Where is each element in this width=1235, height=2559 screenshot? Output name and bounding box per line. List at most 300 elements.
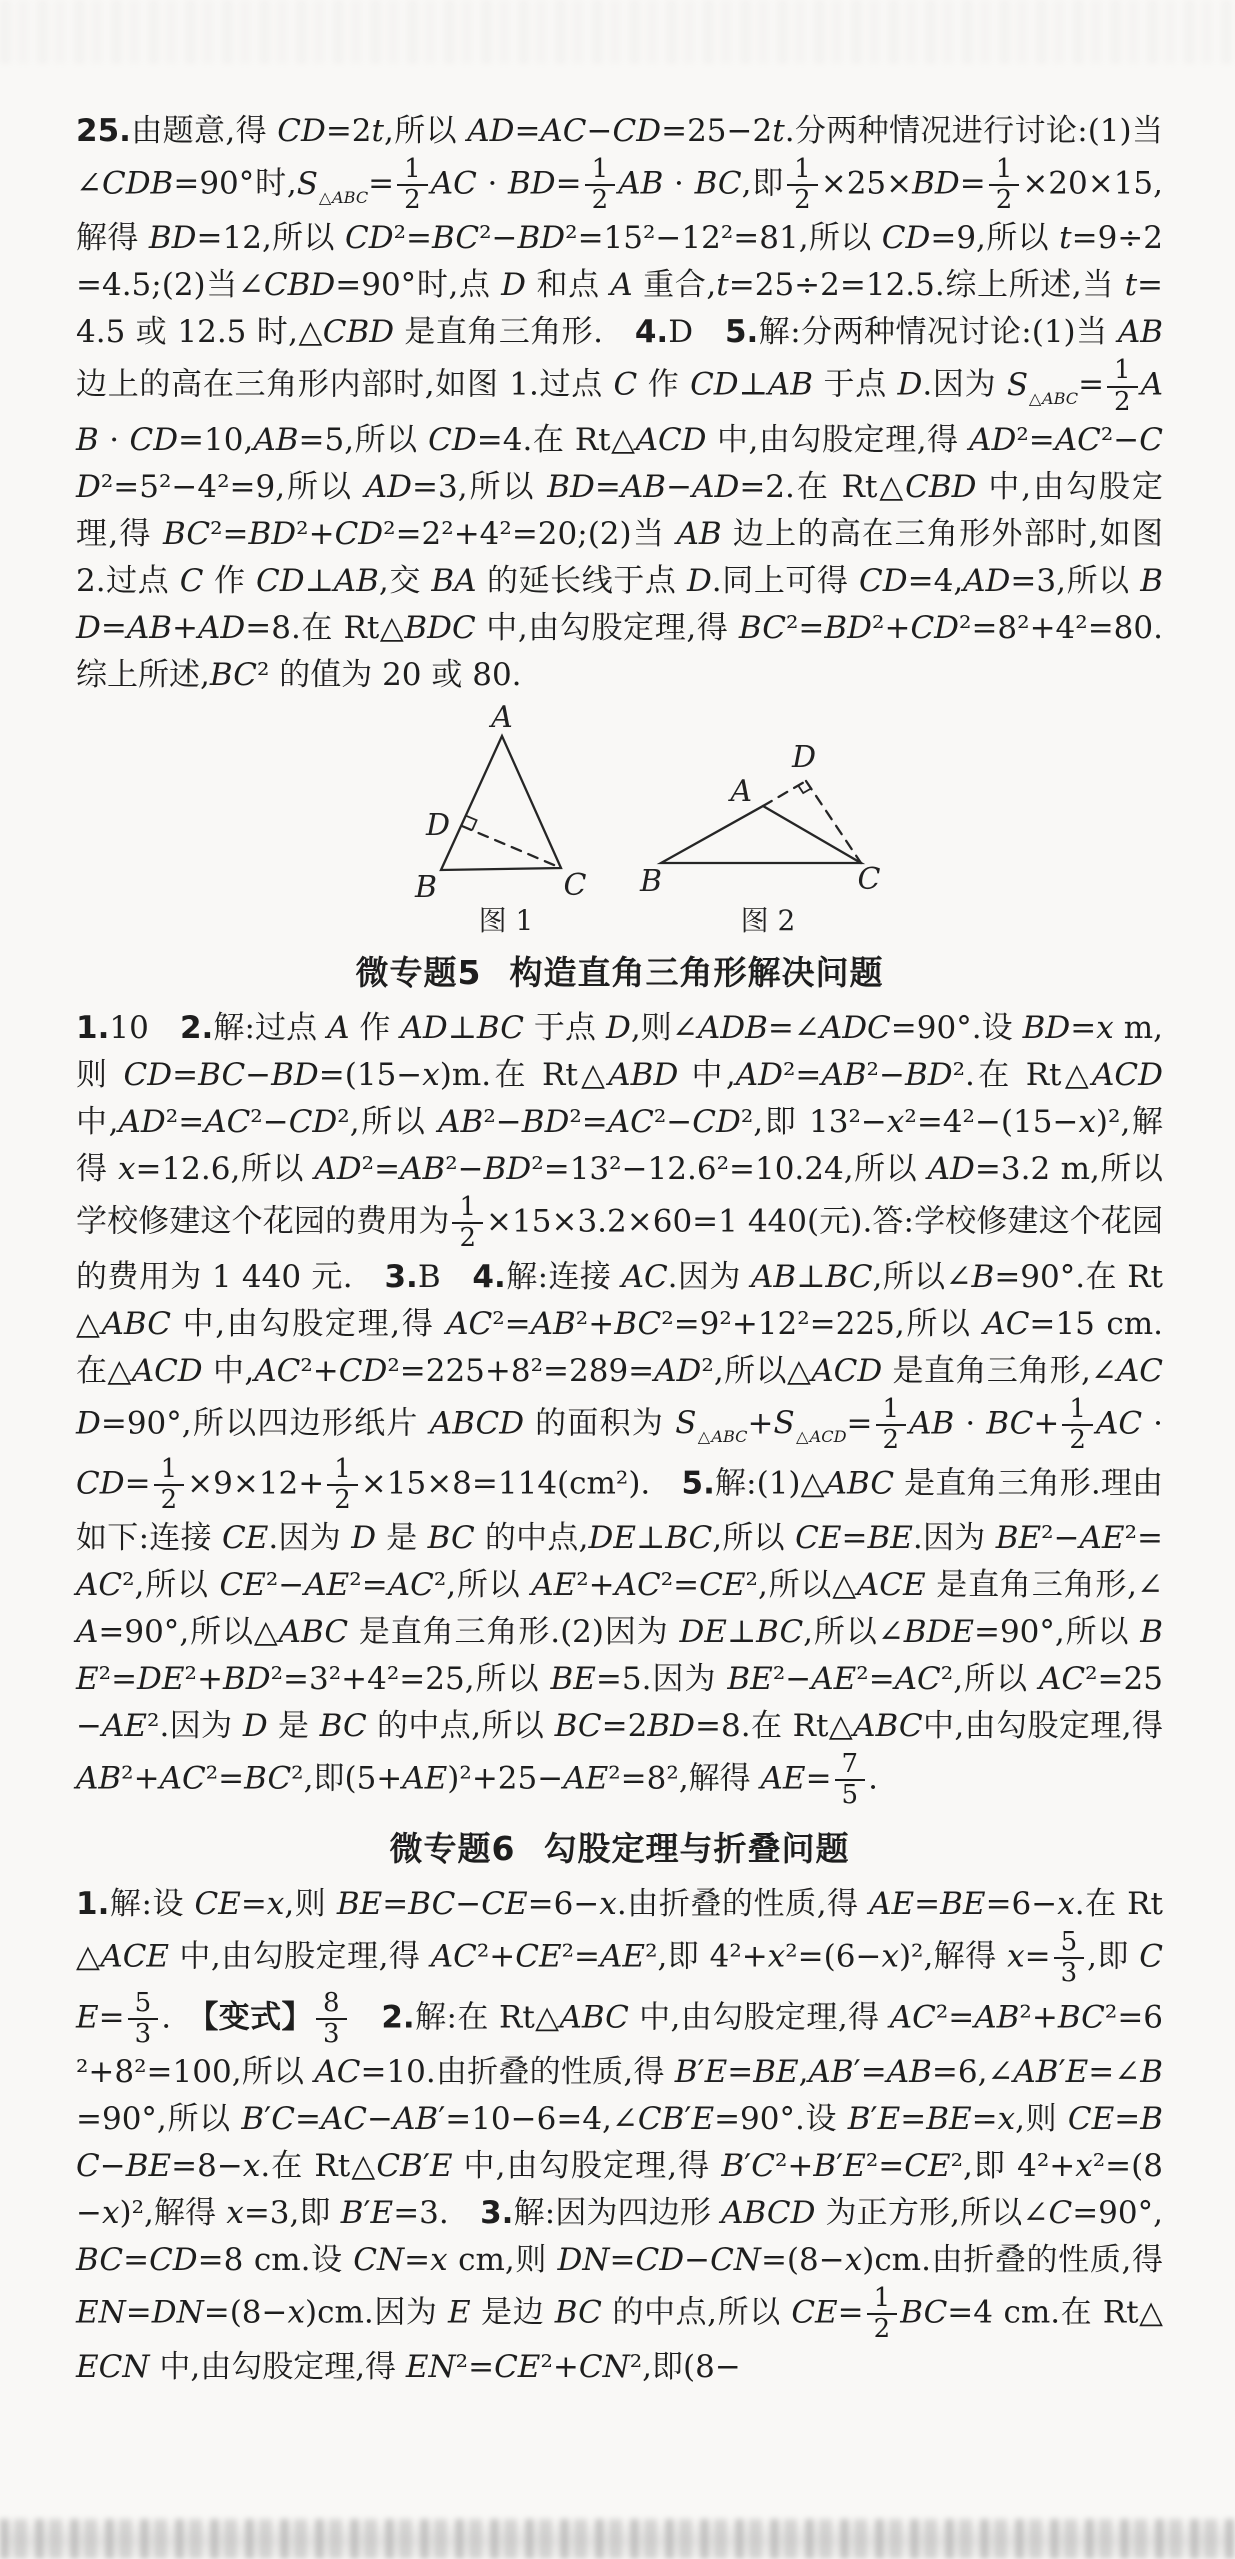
math-run: ×25×BD=	[820, 165, 986, 202]
math-run: ABD	[608, 1057, 679, 1094]
text-run: cm.设	[243, 2241, 354, 2278]
text-run: 是直角三角形,	[925, 1567, 1138, 1604]
math-run: A	[610, 267, 633, 304]
text-run: ,所以	[383, 113, 468, 149]
text-run: ;(2)当	[577, 515, 677, 552]
text-run: 是直角三角形,	[882, 1352, 1091, 1389]
text-run: .分两种情况进行讨论:(1)当	[784, 113, 1163, 149]
math-run: CE=BE	[795, 1520, 913, 1557]
math-run: ABCD	[429, 1405, 525, 1442]
text-run: .在 Rt△	[965, 1057, 1093, 1094]
area-symbol-with-subscript: $S_{\triangle ABC}$	[675, 1405, 748, 1447]
math-run: BE²−AE²=AC²	[727, 1661, 954, 1698]
math-run: EN²=CE²+CN²	[405, 2349, 643, 2386]
text-run: ,解得	[923, 1938, 1008, 1975]
figure-2-vertex-label-b: B	[639, 863, 663, 899]
solution-paragraph-topic-5	[76, 1005, 1163, 1810]
math-run: BE=5	[550, 1661, 642, 1698]
text-run: ,所以	[1056, 562, 1141, 599]
math-run: AC²=AB²+BC²=6²+8²=100	[76, 1999, 1164, 2090]
math-run: DE⊥BC	[588, 1520, 713, 1557]
text-run: .设	[795, 2100, 848, 2137]
text-run: 由题意,得	[130, 113, 278, 149]
math-run: =	[368, 165, 395, 202]
text-run: ,解得	[144, 2194, 227, 2231]
text-run: ,所以	[976, 220, 1060, 257]
text-run: ,所以△	[757, 1567, 857, 1604]
math-run: CE=	[791, 2294, 864, 2331]
text-run: 和点	[525, 267, 611, 304]
figure-block	[76, 703, 1163, 935]
section-heading-topic-6	[76, 1827, 1163, 1872]
fraction: $\frac{1}{2}$	[867, 2284, 898, 2344]
math-run: ∠CDB=90°	[76, 165, 255, 202]
math-run: ECN	[76, 2349, 150, 2386]
math-run: BC=2BD=8	[554, 1708, 741, 1745]
math-run: CE²−AE²=AC²	[219, 1567, 447, 1604]
text-run: ,	[953, 562, 964, 599]
math-run: AE=	[760, 1760, 832, 1797]
math-run: B′E=BE=x	[847, 2100, 1016, 2137]
text-run: 是	[267, 1708, 320, 1745]
fraction: $\frac{1}{2}$	[1062, 1395, 1093, 1455]
math-run: ABC	[559, 1999, 629, 2036]
text-run: .设	[971, 1010, 1023, 1047]
text-run: 边上的高在三角形外部时,如图 2.过点	[76, 515, 1163, 599]
text-run: .综上所述,当	[934, 267, 1125, 304]
math-run: CE=	[76, 1938, 1163, 2036]
text-run: cm.因为	[317, 2294, 449, 2331]
figure-1-vertex-label-d: D	[425, 807, 450, 843]
triangle-figures-drawing	[76, 703, 1235, 935]
math-run: (8−	[683, 2349, 741, 2386]
math-run: ∠AB′E=∠B=90°	[76, 2053, 1163, 2137]
text-run: 或 12.5 时,△	[125, 314, 323, 351]
math-run: AB²−BD²=AC²−CD²	[438, 1104, 754, 1141]
text-run: .因为	[159, 1708, 243, 1745]
math-run: ACE	[856, 1567, 926, 1604]
fraction: $\frac{5}{3}$	[128, 1989, 159, 2049]
math-run: ×9×12+	[187, 1465, 325, 1502]
text-run: 时,	[254, 165, 297, 202]
text-run: .在 Rt△	[290, 609, 405, 646]
math-run: D	[686, 562, 712, 599]
topic-5-label: 微专题5	[355, 952, 482, 992]
text-run: ,所以	[1054, 1614, 1141, 1651]
page-bottom-bleedthrough	[0, 2519, 1235, 2559]
bold-run: 【变式】	[202, 1999, 313, 2036]
math-run: BE²=DE²+BD²=3²+4²=25	[76, 1614, 1163, 1698]
bold-run: 1.	[76, 1010, 110, 1047]
text-run: .在 Rt△	[785, 468, 906, 505]
text-run: ,所以	[464, 1661, 551, 1698]
math-run: E	[448, 2294, 471, 2331]
text-run: 解:分两种情况讨论:(1)当	[758, 314, 1118, 351]
math-run: AB	[676, 515, 722, 552]
bold-run: 3.	[480, 2194, 514, 2231]
math-run: BA	[431, 562, 477, 599]
text-run: ,	[798, 2053, 809, 2090]
math-run: CN=x	[353, 2241, 448, 2278]
text-run: .在 Rt△	[260, 2147, 377, 2184]
math-run: x=3	[226, 2194, 290, 2231]
math-run: D	[351, 1520, 377, 1557]
math-run: AC²=AB²+BC²=9²+12²=225	[446, 1305, 895, 1342]
math-run: ABC	[824, 1465, 895, 1502]
math-run: AB	[1117, 314, 1164, 351]
text-run: 于点	[523, 1010, 606, 1047]
text-run: .因为	[912, 1520, 996, 1557]
math-run: AC=15	[983, 1305, 1095, 1342]
math-run: BD=AB−AD=2	[547, 468, 786, 505]
text-run: .在 Rt△	[76, 1258, 1163, 1342]
math-run: BD=AB+AD=8	[76, 562, 1163, 646]
math-run: AD²=AB²−BD²=13²−12.6²=10.24	[314, 1151, 844, 1188]
topic-6-title: 勾股定理与折叠问题	[543, 1828, 850, 1868]
text-run: 是直角三角形.(2)因为	[348, 1614, 680, 1651]
bold-run: 25.	[76, 113, 131, 149]
math-run: AB · BC+	[909, 1405, 1060, 1442]
figure-2-triangle	[661, 806, 861, 863]
area-symbol-with-subscript: $S_{\triangle ACD}$	[773, 1405, 847, 1447]
text-run: .因为	[667, 1258, 752, 1295]
text-run: 10	[109, 1010, 180, 1047]
text-run: ,交	[378, 562, 432, 599]
math-run: 4²+x²=(8−x)²	[76, 2147, 1163, 2231]
text-run: 作	[349, 1010, 401, 1047]
text-run: 解:过点	[213, 1010, 328, 1047]
text-run: 中,由勾股定理,得	[171, 1305, 447, 1342]
text-run: m,所以学校修建这个花园的费用为	[76, 1151, 1163, 1240]
figure-2-vertex-label-c: C	[857, 861, 881, 897]
math-run: B′C²+B′E²=CE²	[721, 2147, 964, 2184]
text-run: 的中点,	[474, 1520, 589, 1557]
text-run: ,即	[289, 2194, 341, 2231]
text-run: 中,由勾股定理,得	[149, 2349, 406, 2386]
text-run: 解:在 Rt△	[414, 1999, 560, 2036]
text-run: ,所以	[231, 2053, 315, 2090]
math-run: D	[897, 367, 923, 404]
math-run: CBD	[905, 468, 977, 505]
text-run: 于点	[812, 367, 898, 404]
math-run: ACD	[635, 421, 707, 458]
math-run: AB⊥BC	[751, 1258, 873, 1295]
text-run: ,则	[284, 1886, 337, 1923]
bold-run: 5.	[681, 1465, 715, 1502]
math-run: ∠C=90°	[1022, 2194, 1154, 2231]
math-run: =	[846, 1405, 873, 1442]
math-run: AB′=AB=6	[808, 2053, 978, 2090]
fraction: $\frac{1}{2}$	[154, 1455, 185, 1515]
fraction: $\frac{1}{2}$	[327, 1455, 358, 1515]
text-run: ,所以	[344, 421, 429, 458]
text-run: 的中点,所以	[366, 1708, 555, 1745]
text-run: .在 Rt△	[76, 1886, 1163, 1975]
text-run: ,所以	[134, 1567, 220, 1604]
text-run: ,解得	[678, 1760, 761, 1797]
section-heading-topic-5	[76, 951, 1163, 996]
math-run: =	[1078, 367, 1105, 404]
math-run: t=25÷2=12.5	[716, 267, 935, 304]
solution-paragraph-topic-6	[76, 1881, 1163, 2391]
math-run: ×20×15	[1022, 165, 1154, 202]
text-run: .同上可得	[711, 562, 860, 599]
topic-6-label: 微专题6	[389, 1828, 516, 1868]
text-run: ,所以△	[713, 1352, 812, 1389]
text-run: 是边	[470, 2294, 555, 2331]
math-run: ABCD	[721, 2194, 816, 2231]
text-run: B	[417, 1258, 473, 1295]
text-run: 的面积为	[524, 1405, 676, 1442]
text-run: .在 Rt△	[740, 1708, 854, 1745]
text-run: ,所以	[261, 220, 346, 257]
text-run: 是	[376, 1520, 428, 1557]
text-run: .	[438, 2194, 481, 2231]
math-run: CD⊥AB	[255, 562, 379, 599]
figure-2	[639, 740, 881, 935]
figure-2-dashed-dc	[806, 781, 861, 863]
text-run: ,	[243, 421, 254, 458]
math-run: B′E=BE	[674, 2053, 799, 2090]
math-run: t=9÷2=4.5	[76, 220, 1163, 304]
math-run: ×15×3.2×60=1 440	[486, 1203, 808, 1240]
math-run: ACE	[100, 1938, 170, 1975]
text-run: ,所以	[843, 1151, 928, 1188]
text-run: m,则	[76, 1010, 1163, 1094]
figure-1-vertex-label-b: B	[414, 869, 438, 905]
text-run: ,解得	[76, 1104, 1163, 1188]
text-run: ,所以四边形纸片	[181, 1405, 430, 1442]
text-run: .由折叠的性质,得	[616, 1886, 870, 1923]
math-run: AB · BC	[618, 165, 742, 202]
math-run: AB · CD=10	[76, 367, 1163, 458]
math-run: CD⊥AB	[690, 367, 813, 404]
math-run: D	[501, 267, 526, 304]
fraction: $\frac{8}{3}$	[316, 1989, 347, 2049]
text-run: 时,点	[416, 267, 502, 304]
text-run: 为正方形,所以	[815, 2194, 1023, 2231]
math-run: t=4.5	[76, 267, 1164, 351]
math-run: CD=9	[881, 220, 977, 257]
figure-2-dashed-ad	[763, 781, 806, 806]
math-run: AB=5	[253, 421, 345, 458]
math-run: D	[605, 1010, 631, 1047]
math-run: ∠ACD=90°	[76, 1352, 1163, 1442]
figure-1	[414, 703, 587, 935]
math-run: ∠BDE=90°	[877, 1614, 1055, 1651]
figure-2-vertex-label-a: A	[730, 773, 752, 809]
bold-run: 2.	[179, 1010, 214, 1047]
math-run: AD=3.2	[927, 1151, 1051, 1188]
text-run: ,	[977, 2053, 988, 2090]
math-run: ACD	[1092, 1057, 1163, 1094]
math-run: BC=CD=8	[76, 2241, 244, 2278]
bold-run: 1.	[76, 1886, 110, 1923]
math-run: AD=3	[364, 468, 458, 505]
text-run: ,即	[657, 1938, 710, 1975]
text-run: 解:设	[109, 1886, 195, 1923]
fraction: $\frac{1}{2}$	[585, 155, 616, 215]
bold-run: 4.	[634, 314, 669, 351]
text-run	[350, 1999, 382, 2035]
math-run: AC²+CD²=225+8²=289=AD²	[254, 1352, 714, 1389]
math-run: BC	[319, 1708, 367, 1745]
text-run: ,所以△	[179, 1614, 279, 1651]
text-run: D	[668, 314, 725, 351]
math-run: D	[242, 1708, 268, 1745]
text-run: cm,则	[447, 2241, 558, 2278]
math-run: AC	[621, 1258, 668, 1295]
text-run: 中,由勾股定理,得	[76, 468, 1163, 552]
text-run: ,即	[963, 2147, 1018, 2184]
bold-run: 3.	[384, 1258, 418, 1295]
math-run: DN=CD−CN=(8−x)	[557, 2241, 875, 2278]
text-run: cm.在 Rt△	[993, 2294, 1163, 2331]
math-run: 13²−x²=4²−(15−x)²	[809, 1104, 1121, 1141]
math-run: BD=x	[1022, 1010, 1114, 1047]
text-run: 中,	[678, 1057, 736, 1094]
math-run: ABC	[853, 1708, 923, 1745]
fraction: $\frac{1}{2}$	[787, 155, 818, 215]
bold-run: 5.	[724, 314, 759, 351]
math-run: AE²+AC²=CE²	[531, 1567, 758, 1604]
text-run: ,则	[630, 1010, 672, 1047]
text-run: .在 Rt△	[522, 421, 636, 458]
math-run: B′E=3	[340, 2194, 439, 2231]
text-run: ,所以	[712, 1520, 796, 1557]
fraction: $\frac{1}{2}$	[397, 155, 428, 215]
math-run: EN=DN=(8−x)	[76, 2294, 318, 2331]
figure-1-vertex-label-c: C	[563, 867, 587, 903]
math-run: x=12.6	[117, 1151, 231, 1188]
math-run: CD=2t	[277, 113, 384, 149]
math-run: A	[327, 1010, 350, 1047]
math-run: CE=x	[194, 1886, 285, 1923]
figure-2-caption: 图 2	[740, 903, 796, 935]
text-run: cm.由折叠的性质,得	[874, 2241, 1163, 2278]
math-run: AC · BD=	[430, 165, 582, 202]
text-run: m.在 Rt△	[451, 1057, 609, 1094]
math-run: BE²−AE²=AC²	[76, 1520, 1163, 1604]
math-run: CD²=BC²−BD²=15²−12²=81	[345, 220, 799, 257]
math-run: AC=10	[314, 2053, 426, 2090]
math-run: BC	[554, 2294, 602, 2331]
text-run: .综上所述,	[76, 609, 1163, 693]
math-run: ∠CB′E=90°	[611, 2100, 795, 2137]
math-run: C	[179, 562, 204, 599]
text-run: 的中点,所以	[601, 2294, 792, 2331]
text-run: ,所以	[230, 1151, 315, 1188]
text-run: ,所以	[349, 1104, 439, 1141]
math-run: AB²+AC²=BC²	[76, 1760, 304, 1797]
math-run: CE	[222, 1520, 269, 1557]
text-run: ,即	[642, 2349, 683, 2386]
math-run: (5+AE)²+25−AE²=8²	[344, 1760, 679, 1797]
math-run: CE=BC−BE=8−x	[76, 2100, 1163, 2184]
fraction: $\frac{1}{2}$	[989, 155, 1020, 215]
math-run: BE=BC−CE=6−x	[336, 1886, 617, 1923]
text-run: .	[161, 1999, 203, 2036]
math-run: C	[613, 367, 638, 404]
text-run: 中,	[76, 1104, 119, 1141]
topic-5-title: 构造直角三角形解决问题	[509, 952, 884, 992]
text-run: ,所以	[457, 468, 548, 505]
text-run: 中,	[202, 1352, 255, 1389]
math-run: ACD	[131, 1352, 203, 1389]
text-run: ,即	[1087, 1938, 1140, 1975]
fraction: $\frac{1}{2}$	[1107, 356, 1138, 416]
area-symbol-with-subscript: $S_{\triangle ABC}$	[296, 165, 369, 207]
math-run: AD=AC−CD=25−2t	[467, 113, 785, 149]
figure-2-vertex-label-d: D	[791, 739, 817, 775]
math-run: AD²=AB²−BD²	[735, 1057, 966, 1094]
text-run: 解:因为四边形	[513, 2194, 722, 2231]
math-run: BC²=BD²+CD²=8²+4²=80	[738, 609, 1154, 646]
fraction: $\frac{7}{5}$	[835, 1750, 866, 1810]
text-run: .	[868, 1760, 878, 1797]
math-run: AD²=AC²−CD²=5²−4²=9	[76, 421, 1164, 505]
solution-paragraph-problems-25-4-5	[76, 108, 1163, 699]
text-run: 中,由勾股定理,得	[475, 609, 739, 646]
math-run: 4²+x²=(6−x)²	[709, 1938, 924, 1975]
math-run: ×15×8=114	[360, 1465, 558, 1502]
text-run: 作	[203, 562, 256, 599]
text-run: 中,由勾股定理,得	[452, 2147, 722, 2184]
math-run: CD=4	[428, 421, 523, 458]
text-run: 解:连接	[505, 1258, 622, 1295]
text-run: ,	[602, 2100, 612, 2137]
math-run: CBD	[322, 314, 395, 351]
math-run: CD=BC−BD=(15−x)	[123, 1057, 452, 1094]
text-run: 重合,	[632, 267, 717, 304]
math-run: ABC	[278, 1614, 349, 1651]
math-run: ∠A=90°	[76, 1567, 1163, 1651]
math-run: AE=BE=6−x	[869, 1886, 1075, 1923]
figure-1-triangle	[441, 736, 561, 870]
text-run: 作	[637, 367, 691, 404]
math-run: +	[747, 1405, 774, 1442]
math-run: B′C=AC−AB′=10−6=4	[241, 2100, 603, 2137]
text-run: ,所以	[156, 2100, 242, 2137]
text-run: ,所以	[872, 1258, 946, 1295]
text-run: ,	[1153, 2194, 1163, 2231]
figure-1-caption: 图 1	[478, 903, 534, 935]
math-run: x=	[1007, 1938, 1051, 1975]
text-run: cm.在△	[76, 1305, 1164, 1389]
text-run: ,即	[303, 1760, 345, 1797]
text-run: ,所以	[953, 1661, 1040, 1698]
math-run: ∠CBD=90°	[237, 267, 417, 304]
math-run: AD=3	[963, 562, 1057, 599]
text-run: ,所以	[446, 1567, 532, 1604]
text-run: ,解得	[76, 165, 1164, 257]
math-run: BC=4	[900, 2294, 993, 2331]
math-run: AC · CD=	[76, 1405, 1164, 1502]
text-run: 的值为 20 或 80.	[269, 656, 522, 693]
text-run: ,即	[753, 1104, 810, 1141]
text-run: ,所以	[275, 468, 365, 505]
text-run: .因为	[268, 1520, 352, 1557]
text-run: ,所以	[894, 1305, 984, 1342]
math-run: DE⊥BC	[679, 1614, 804, 1651]
area-symbol-with-subscript: $S_{\triangle ABC}$	[1006, 367, 1079, 408]
text-run: 中,由勾股定理,得	[628, 1999, 890, 2036]
fraction: $\frac{1}{2}$	[452, 1193, 483, 1253]
fraction: $\frac{1}{2}$	[876, 1395, 907, 1455]
text-run: 中,由勾股定理,得	[922, 1708, 1163, 1745]
math-run: ABC	[101, 1305, 172, 1342]
text-run: 的延长线于点	[476, 562, 687, 599]
